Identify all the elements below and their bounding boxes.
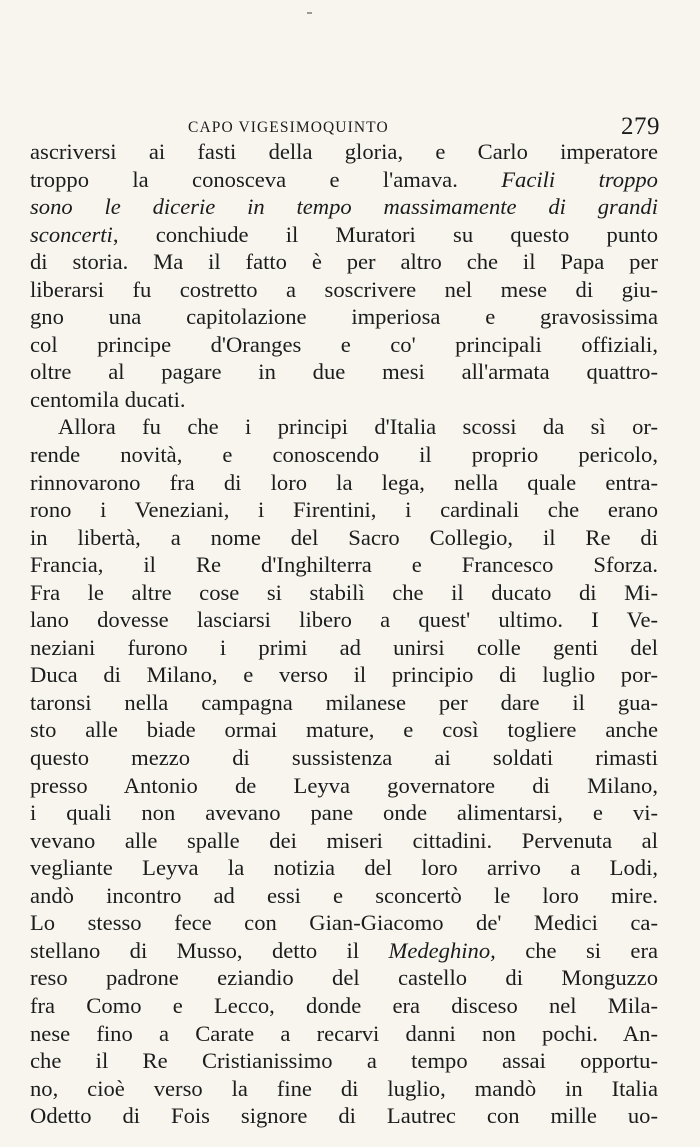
text-run: di storia. Ma il fatto è per altro che il Papa per [30, 249, 658, 275]
text-line [30, 1047, 658, 1075]
page-header [60, 113, 660, 140]
text-line [30, 882, 658, 910]
text-run: Francia, il Re d'Inghilterra e Francesco Sforza. [30, 552, 658, 578]
text-line [30, 772, 658, 800]
text-run: rinnovarono fra di loro la lega, nella quale entra- [30, 469, 658, 495]
text-line [30, 386, 658, 414]
text-line [30, 331, 658, 359]
text-run: andò incontro ad essi e sconcertò le loro mire. [30, 882, 658, 908]
text-line [30, 1102, 658, 1130]
text-line [30, 1020, 658, 1048]
text-line [30, 441, 658, 469]
text-line [30, 909, 658, 937]
text-run: neziani furono i primi ad unirsi colle genti del [30, 634, 658, 660]
text-run: i quali non avevano pane onde alimentarsi, e vi- [30, 800, 658, 826]
body-text [30, 138, 658, 1130]
text-line [30, 937, 658, 965]
text-line [30, 1075, 658, 1103]
text-run: no, cioè verso la fine di luglio, mandò in Italia [30, 1075, 658, 1101]
text-run: rono i Veneziani, i Firentini, i cardinali che erano [30, 497, 658, 523]
text-run: col principe d'Oranges e co' principali offiziali, [30, 331, 658, 357]
text-run: vegliante Leyva la notizia del loro arrivo a Lodi, [30, 855, 658, 881]
text-run: troppo la conosceva e l'amava. [30, 166, 502, 192]
text-run: Fra le altre cose si stabilì che il ducato di Mi- [30, 579, 658, 605]
text-run: nese fino a Carate a recarvi danni non pochi. An- [30, 1020, 658, 1046]
text-line [30, 413, 658, 441]
text-line [30, 716, 658, 744]
text-line [30, 303, 658, 331]
italic-phrase: Facili troppo [501, 166, 658, 192]
text-run: vevano alle spalle dei miseri cittadini. Pervenuta al [30, 827, 658, 853]
text-run: ascriversi ai fasti della gloria, e Carlo imperatore [30, 139, 658, 164]
text-line [30, 358, 658, 386]
text-run: centomila ducati. [30, 386, 186, 412]
text-run: taronsi nella campagna milanese per dare il gua- [30, 689, 658, 715]
text-run: in libertà, a nome del Sacro Collegio, il Re di [30, 524, 658, 550]
italic-phrase: sono le dicerie in tempo massimamente di grandi [30, 194, 658, 220]
text-line [30, 469, 658, 497]
text-run: Duca di Milano, e verso il principio di luglio por- [30, 662, 658, 688]
text-run: sto alle biade ormai mature, e così togliere anche [30, 717, 658, 743]
text-line [30, 964, 658, 992]
text-run: rende novità, e conoscendo il proprio pericolo, [30, 442, 658, 468]
text-run: gno una capitolazione imperiosa e gravosissima [30, 304, 658, 330]
text-line [30, 827, 658, 855]
running-head: CAPO VIGESIMOQUINTO [188, 119, 389, 136]
text-line [30, 248, 658, 276]
text-run: , conchiude il Muratori su questo punto [112, 221, 658, 247]
text-line [30, 744, 658, 772]
text-line [30, 496, 658, 524]
text-line [30, 992, 658, 1020]
text-line [30, 166, 658, 194]
scan-mark [307, 12, 312, 14]
text-run: fra Como e Lecco, donde era disceso nel Mila- [30, 992, 658, 1018]
text-line [30, 193, 658, 221]
page-number: 279 [621, 113, 660, 140]
text-line [30, 551, 658, 579]
text-line [30, 524, 658, 552]
italic-phrase: Medeghino, [388, 937, 496, 963]
text-run: liberarsi fu costretto a soscrivere nel mese di giu- [30, 276, 658, 302]
text-line [30, 634, 658, 662]
text-line [30, 221, 658, 249]
text-line [30, 661, 658, 689]
text-run: che il Re Cristianissimo a tempo assai opportu- [30, 1048, 658, 1074]
text-line [30, 854, 658, 882]
text-line [30, 799, 658, 827]
text-run: presso Antonio de Leyva governatore di Milano, [30, 772, 658, 798]
text-line [30, 689, 658, 717]
text-run: oltre al pagare in due mesi all'armata quattro- [30, 359, 658, 385]
text-line [30, 276, 658, 304]
text-run: stellano di Musso, detto il [30, 937, 389, 963]
text-run: Lo stesso fece con Gian-Giacomo de' Medici ca- [30, 910, 658, 936]
text-run: che si era [495, 937, 658, 963]
text-run: reso padrone eziandio del castello di Monguzzo [30, 965, 658, 991]
text-run: Odetto di Fois signore di Lautrec con mille uo- [30, 1103, 658, 1129]
italic-phrase: sconcerti [30, 221, 113, 247]
text-line [30, 138, 658, 166]
text-run: questo mezzo di sussistenza ai soldati rimasti [30, 745, 658, 771]
text-run: Allora fu che i principi d'Italia scossi da sì or- [58, 414, 658, 440]
text-line [30, 606, 658, 634]
text-line [30, 579, 658, 607]
text-run: lano dovesse lasciarsi libero a quest' ultimo. I Ve- [30, 607, 658, 633]
